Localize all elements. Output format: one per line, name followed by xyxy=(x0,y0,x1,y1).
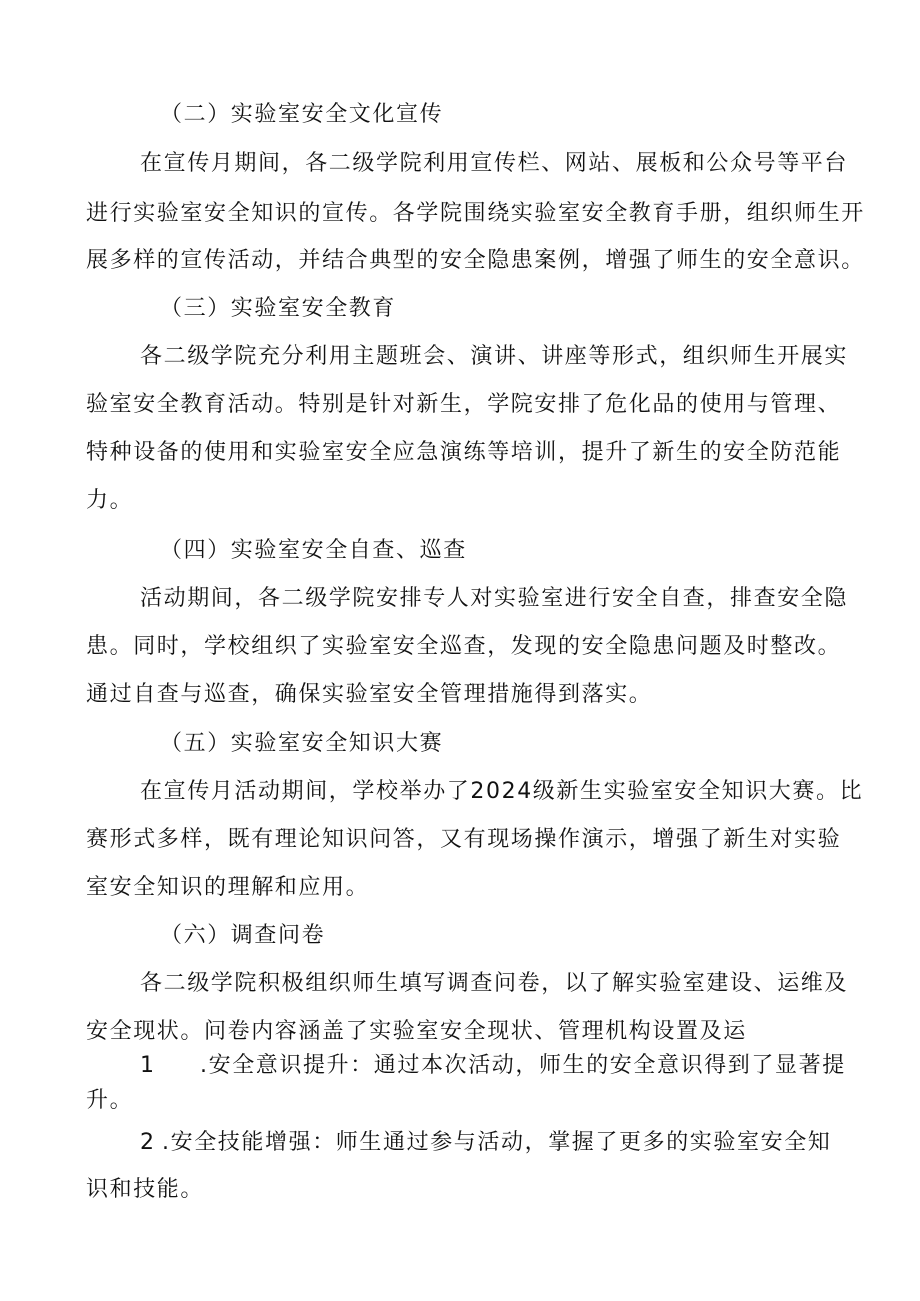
list-item-line: 升。 xyxy=(86,1088,134,1113)
list-item-line: .安全意识提升：通过本次活动，师生的安全意识得到了显著提 xyxy=(200,1053,846,1078)
paragraph-line: 活动期间，各二级学院安排专人对实验室进行安全自查，排查安全隐 xyxy=(140,586,849,611)
section-heading: （三）实验室安全教育 xyxy=(160,296,397,321)
paragraph-line: 通过自查与巡查，确保实验室安全管理措施得到落实。 xyxy=(86,682,653,707)
paragraph-line: 展多样的宣传活动，并结合典型的安全隐患案例，增强了师生的安全意识。 xyxy=(86,248,865,273)
section-heading: （六）调查问卷 xyxy=(160,923,326,948)
paragraph-line: 室安全知识的理解和应用。 xyxy=(86,875,370,900)
paragraph-line: 各二级学院充分利用主题班会、演讲、讲座等形式，组织师生开展实 xyxy=(140,344,849,369)
paragraph-line: 验室安全教育活动。特别是针对新生，学院安排了危化品的使用与管理、 xyxy=(86,392,842,417)
paragraph-line: 在宣传月期间，各二级学院利用宣传栏、网站、展板和公众号等平台 xyxy=(140,151,849,176)
section-heading: （五）实验室安全知识大赛 xyxy=(160,731,444,756)
paragraph-line: 进行实验室安全知识的宣传。各学院围绕实验室安全教育手册，组织师生开 xyxy=(86,201,865,226)
section-heading: （四）实验室安全自查、巡查 xyxy=(160,538,467,563)
paragraph-line: 力。 xyxy=(86,488,134,513)
list-item-line: .安全技能增强：师生通过参与活动，掌握了更多的实验室安全知 xyxy=(162,1130,832,1155)
paragraph-line: 赛形式多样，既有理论知识问答，又有现场操作演示，增强了新生对实验 xyxy=(86,827,842,852)
paragraph-line: 各二级学院积极组织师生填写调查问卷，以了解实验室建设、运维及 xyxy=(140,971,849,996)
list-item-line: 识和技能。 xyxy=(86,1177,205,1202)
paragraph-line: 在宣传月活动期间，学校举办了2024级新生实验室安全知识大赛。比 xyxy=(140,779,864,804)
paragraph-line: 安全现状。问卷内容涵盖了实验室安全现状、管理机构设置及运 xyxy=(86,1019,747,1044)
paragraph-line: 特种设备的使用和实验室安全应急演练等培训，提升了新生的安全防范能 xyxy=(86,440,842,465)
list-number: 2 xyxy=(140,1130,154,1155)
list-number: 1 xyxy=(140,1053,154,1078)
paragraph-line: 患。同时，学校组织了实验室安全巡查，发现的安全隐患问题及时整改。 xyxy=(86,634,842,659)
section-heading: （二）实验室安全文化宣传 xyxy=(160,102,444,127)
